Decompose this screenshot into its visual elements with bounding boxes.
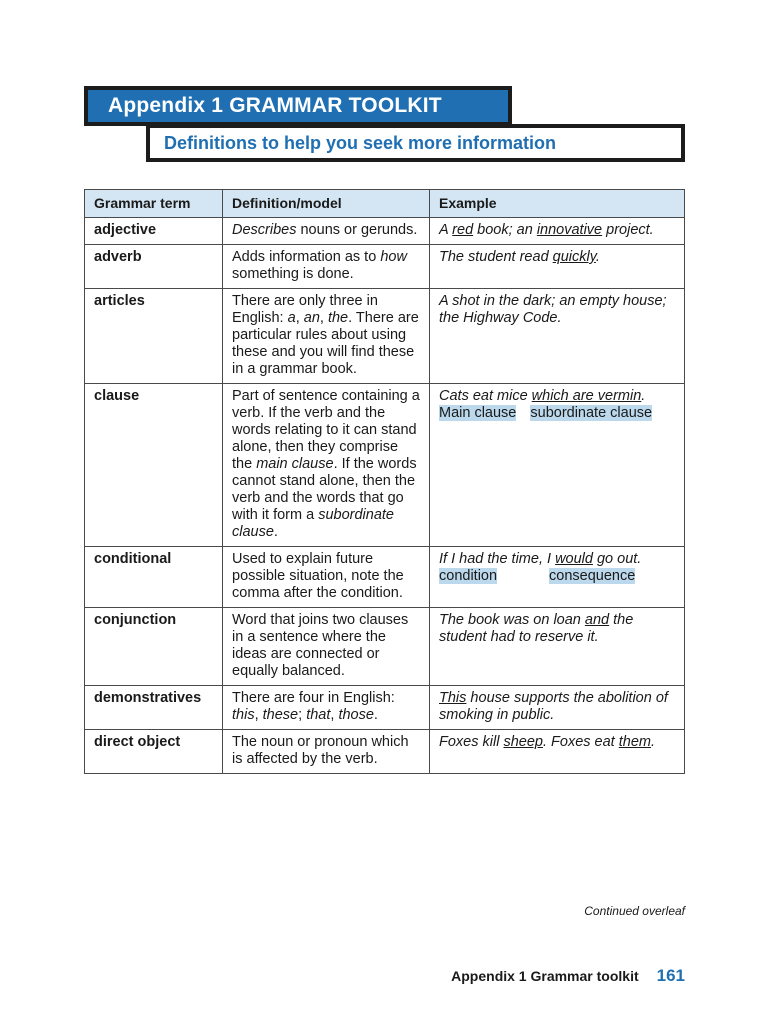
continued-note: Continued overleaf [584,904,685,918]
highlight-label: consequence [549,568,636,584]
text-run: Adds information as to [232,249,381,265]
text-run: subordinate clause [232,507,394,540]
column-header-term: Grammar term [85,190,223,218]
text-run: the [327,310,349,326]
example-labels [439,405,675,422]
text-run: innovative [536,222,603,238]
text-run: . If the words cannot stand alone, then the verb and the words that go with it form a [232,456,417,523]
text-run: the student had to reserve it. [439,612,634,645]
text-run: The book was on loan [439,612,585,628]
definition-cell [223,245,430,289]
grammar-term: direct object [85,730,223,774]
grammar-term: demonstratives [85,686,223,730]
text-run: Cats eat mice [439,388,532,404]
text-run: . There are particular rules about using these and you will find these in a grammar book. [232,310,419,377]
text-run: . [373,707,378,723]
text-run: project. [602,222,654,238]
text-run: ; [298,707,307,723]
text-run: how [380,249,407,265]
example-cell [430,547,685,608]
text-run: Used to explain future possible situation, note the comma after the condition. [232,551,404,601]
example-cell [430,384,685,547]
text-run: . [651,734,656,750]
text-run: sheep [503,734,543,750]
highlight-label: condition [439,568,498,584]
page-footer [451,966,685,986]
text-run: If I had the time, I [439,551,556,567]
table-row [85,384,685,547]
text-run: The student read [439,249,553,265]
example-cell [430,245,685,289]
text-run: Foxes kill [439,734,504,750]
example-cell [430,730,685,774]
text-run: main clause [256,456,334,472]
text-run: an [303,310,320,326]
text-run: , [319,310,328,326]
example-cell [430,289,685,384]
highlight-label: Main clause [439,405,517,421]
text-run: This [439,690,467,706]
example-cell [430,608,685,686]
highlight-label: subordinate clause [530,405,653,421]
text-run: a [287,310,296,326]
definition-cell [223,289,430,384]
table-row [85,245,685,289]
text-run: these [262,707,299,723]
grammar-term: adjective [85,218,223,245]
text-run: this [232,707,255,723]
table-row [85,218,685,245]
table-row [85,686,685,730]
example-cell [430,218,685,245]
text-run: Describes [232,222,297,238]
table-row [85,608,685,686]
grammar-term: conditional [85,547,223,608]
text-run: Word that joins two clauses in a sentence where the ideas are connected or equally balanced. [232,612,409,679]
table-row [85,547,685,608]
section-subtitle: Definitions to help you seek more information [146,124,685,162]
grammar-term: clause [85,384,223,547]
text-run: which are vermin [531,388,642,404]
table-row [85,289,685,384]
page-number: 161 [656,966,685,985]
grammar-term: articles [85,289,223,384]
text-run: . Foxes eat [542,734,619,750]
text-run: There are only three in English: [232,293,378,326]
text-run: something is done. [232,266,354,282]
appendix-title: Appendix 1 GRAMMAR TOOLKIT [84,86,512,126]
definition-cell [223,686,430,730]
column-header-definition: Definition/model [223,190,430,218]
text-run: There are four in English: [232,690,395,706]
table-row [85,730,685,774]
example-labels [439,568,675,585]
table-body [85,218,685,774]
text-run: nouns or gerunds. [296,222,418,238]
text-run: . [273,524,278,540]
text-run: The noun or pronoun which is affected by the verb. [232,734,409,767]
text-run: A shot in the dark; an empty house; the Highway Code. [439,293,667,326]
grammar-term: conjunction [85,608,223,686]
example-cell [430,686,685,730]
definition-cell [223,730,430,774]
grammar-term: adverb [85,245,223,289]
table-header-row [85,190,685,218]
column-header-example: Example [430,190,685,218]
text-run: book; an [473,222,537,238]
definition-cell [223,547,430,608]
text-run: , [330,707,339,723]
text-run: and [584,612,610,628]
grammar-table [84,189,685,774]
text-run: red [452,222,474,238]
text-run: would [555,551,593,567]
definition-cell [223,384,430,547]
text-run: them [618,734,651,750]
text-run: those [338,707,374,723]
footer-label: Appendix 1 Grammar toolkit [451,968,639,984]
text-run: that [306,707,331,723]
definition-cell [223,218,430,245]
definition-cell [223,608,430,686]
text-run: , [295,310,304,326]
text-run: , [254,707,263,723]
text-run: Part of sentence containing a verb. If the verb and the words relating to it can stand alone, then they comprise the [232,388,420,472]
text-run: house supports the abolition of smoking in public. [439,690,668,723]
text-run: go out. [592,551,642,567]
text-run: quickly [552,249,596,265]
text-run: A [439,222,453,238]
text-run: . [595,249,600,265]
text-run: . [641,388,646,404]
